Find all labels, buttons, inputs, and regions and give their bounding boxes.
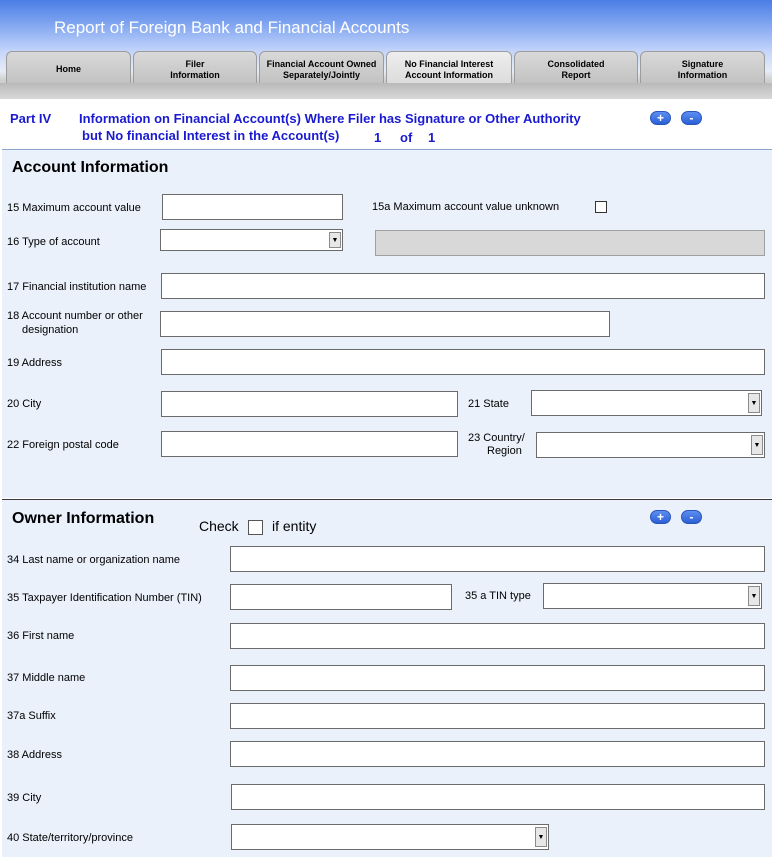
middle-name-field[interactable]: [230, 665, 765, 691]
account-city-label: 20 City: [7, 398, 42, 410]
country-select[interactable]: [536, 432, 765, 458]
part-title-line1: Information on Financial Account(s) Where Filer has Signature or Other Authority: [79, 111, 581, 126]
tab-consolidated-report[interactable]: Consolidated Report: [514, 51, 638, 83]
postal-code-field[interactable]: [161, 431, 458, 457]
owner-address-label: 38 Address: [7, 749, 63, 761]
check-label: Check: [199, 518, 239, 534]
app-title: Report of Foreign Bank and Financial Accounts: [54, 18, 410, 37]
entity-label: if entity: [272, 518, 317, 534]
chevron-down-icon[interactable]: ▼: [751, 435, 763, 455]
tin-label: 35 Taxpayer Identification Number (TIN): [7, 592, 202, 604]
page-total: 1: [428, 130, 436, 145]
max-value-label: 15 Maximum account value: [7, 202, 141, 214]
tab-no-financial-interest[interactable]: No Financial Interest Account Information: [386, 51, 512, 83]
suffix-label: 37a Suffix: [7, 710, 56, 722]
account-type-other-field: [375, 230, 765, 256]
account-type-select[interactable]: [160, 229, 343, 251]
tab-home[interactable]: Home: [6, 51, 131, 83]
remove-account-button[interactable]: -: [681, 111, 702, 125]
account-information-title: Account Information: [12, 159, 169, 176]
chevron-down-icon[interactable]: ▼: [748, 393, 760, 413]
owner-city-field[interactable]: [231, 784, 765, 810]
owner-state-label: 40 State/territory/province: [7, 832, 133, 844]
remove-owner-button[interactable]: -: [681, 510, 702, 524]
owner-city-label: 39 City: [7, 792, 42, 804]
tin-type-label: 35 a TIN type: [465, 590, 531, 602]
account-type-label: 16 Type of account: [7, 236, 100, 248]
first-name-field[interactable]: [230, 623, 765, 649]
institution-label: 17 Financial institution name: [7, 281, 147, 293]
add-account-button[interactable]: +: [650, 111, 671, 125]
account-address-field[interactable]: [161, 349, 765, 375]
entity-checkbox[interactable]: [248, 520, 263, 535]
middle-name-label: 37 Middle name: [7, 672, 86, 684]
suffix-field[interactable]: [230, 703, 765, 729]
account-state-select[interactable]: [531, 390, 762, 416]
last-name-field[interactable]: [230, 546, 765, 572]
postal-code-label: 22 Foreign postal code: [7, 439, 119, 451]
account-address-label: 19 Address: [7, 357, 63, 369]
first-name-label: 36 First name: [7, 630, 75, 642]
owner-address-field[interactable]: [230, 741, 765, 767]
max-unknown-checkbox[interactable]: [595, 201, 607, 213]
tab-filer-information[interactable]: Filer Information: [133, 51, 257, 83]
owner-state-select[interactable]: [231, 824, 549, 850]
account-number-field[interactable]: [160, 311, 610, 337]
max-unknown-label: 15a Maximum account value unknown: [372, 201, 560, 213]
part-label: Part IV: [10, 111, 52, 126]
chevron-down-icon[interactable]: ▼: [748, 586, 760, 606]
tin-type-select[interactable]: [543, 583, 762, 609]
country-label: 23 Country/: [468, 432, 525, 444]
part-title-line2: but No financial Interest in the Account(s): [82, 128, 340, 143]
institution-field[interactable]: [161, 273, 765, 299]
chevron-down-icon[interactable]: ▼: [535, 827, 547, 847]
account-city-field[interactable]: [161, 391, 458, 417]
max-value-field[interactable]: [162, 194, 343, 220]
page-current: 1: [374, 130, 382, 145]
owner-information-title: Owner Information: [12, 510, 155, 527]
country-label-cont: Region: [487, 445, 522, 457]
chevron-down-icon[interactable]: ▼: [329, 232, 341, 248]
last-name-label: 34 Last name or organization name: [7, 554, 181, 566]
account-number-label: 18 Account number or other: [7, 310, 143, 322]
account-state-label: 21 State: [468, 398, 509, 410]
tab-underline-strip: [0, 83, 772, 99]
account-number-label-cont: designation: [22, 324, 79, 336]
tin-field[interactable]: [230, 584, 452, 610]
tab-financial-account-owned[interactable]: Financial Account Owned Separately/Jointly: [259, 51, 384, 83]
page-of-label: of: [400, 130, 413, 145]
add-owner-button[interactable]: +: [650, 510, 671, 524]
tab-signature-information[interactable]: Signature Information: [640, 51, 765, 83]
